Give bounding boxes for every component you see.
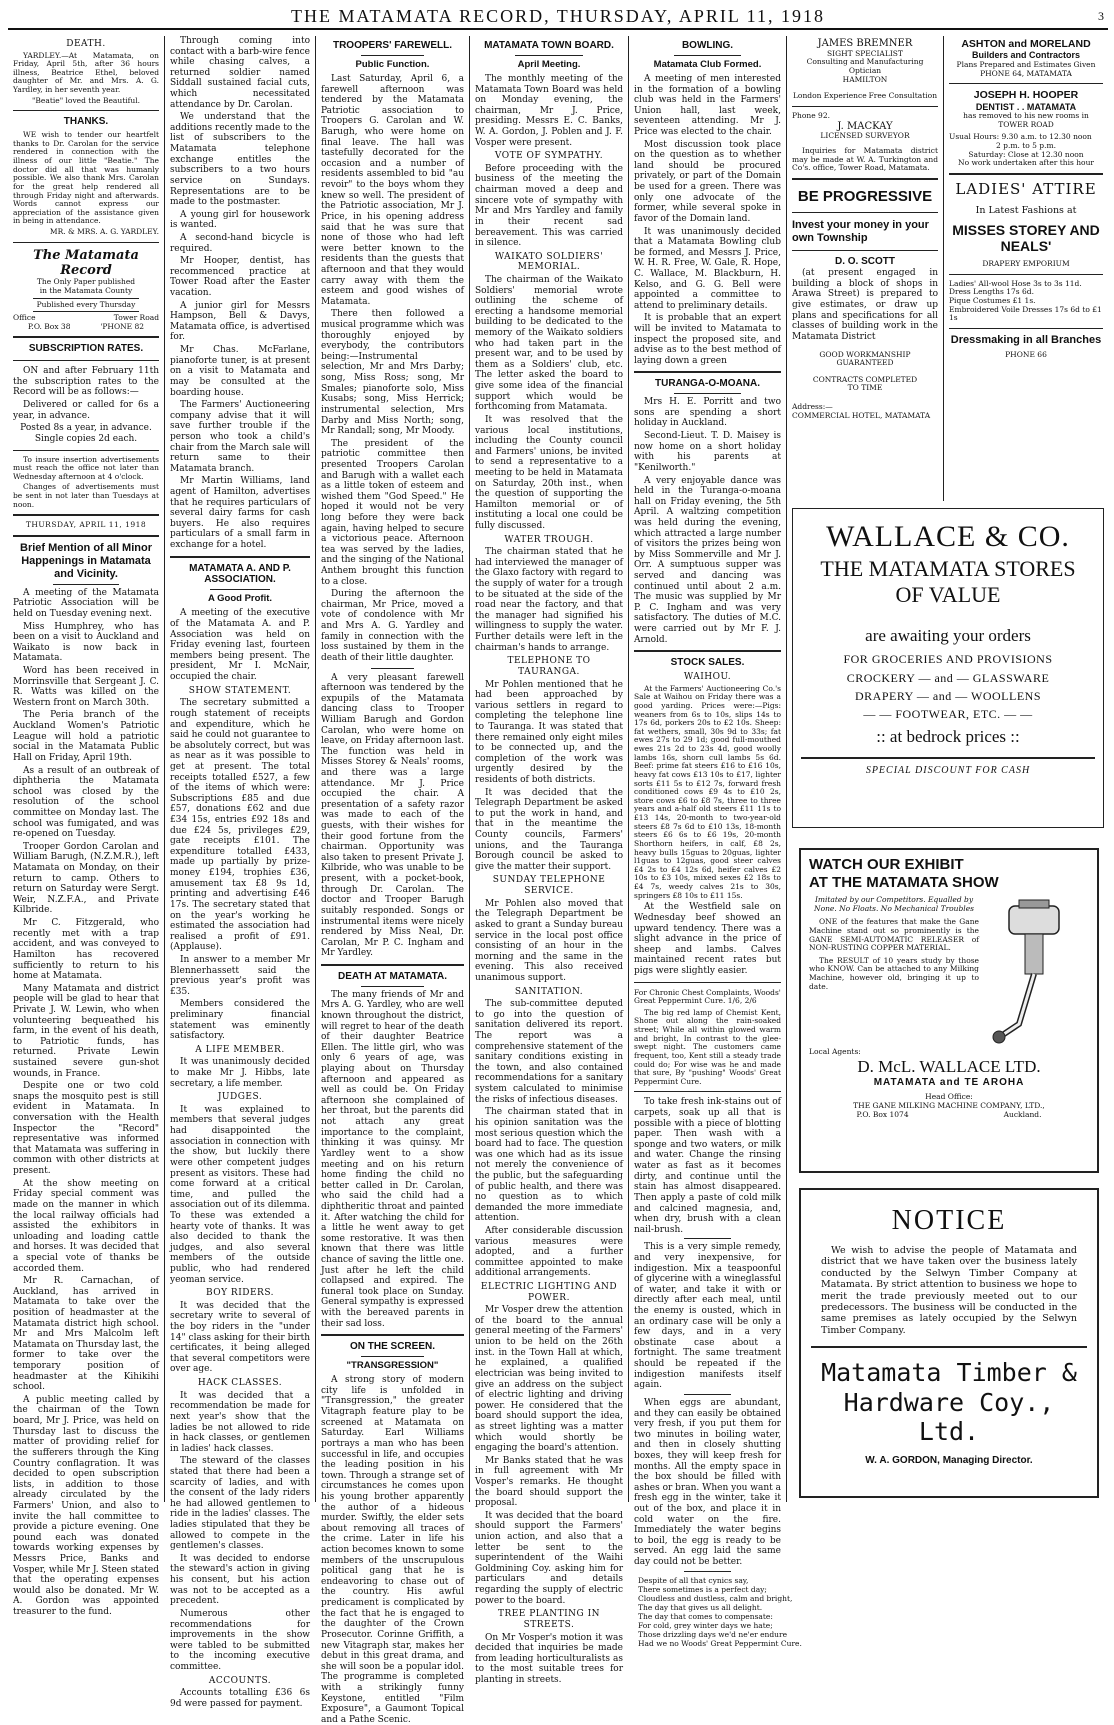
bremner-title: SIGHT SPECIALIST	[827, 48, 903, 58]
section-heading: JUDGES.	[217, 1092, 263, 1103]
hotel-address: COMMERCIAL HOTEL, MATAMATA	[792, 410, 931, 420]
gane-company: THE GANE MILKING MACHINE COMPANY, LTD.,	[853, 1101, 1045, 1111]
brief-item: Mr R. Carnachan, of Auckland, has arrived in Matamata to take over the position of headmaster at the Matamata district high school. Mr and Mrs Malcolm left Matamata on Thursday last, the former to take over the temporary position of headmaster at the Kihikihi school.	[13, 1276, 159, 1393]
ashton-title: Builders and Contractors	[971, 50, 1081, 61]
ap-association-subheading: A Good Profit.	[207, 593, 273, 605]
death-at-matamata-heading: DEATH AT MATAMATA.	[337, 970, 448, 982]
article-paragraph: Second-Lieut. T. D. Maisey is now home on a short holiday with his parents at "Kenilworth."	[634, 431, 781, 473]
turanga-heading: TURANGA-O-MOANA.	[655, 378, 760, 390]
gane-towns: MATAMATA and TE AROHA	[873, 1076, 1025, 1088]
brief-item: Mr Martin Williams, land agent of Hamilton, advertises that he requires particulars of several dairy farms for cash buyers. He also requires particulars of a small farm in exchange for a hotel.	[170, 476, 310, 551]
record-line-3: Published every Thursday	[36, 299, 136, 309]
bremner-desc: Consulting and Manufacturing Optician	[806, 57, 924, 76]
wallace-drapery: DRAPERY — and — WOOLLENS	[855, 688, 1041, 703]
contracts: CONTRACTS COMPLETED	[812, 374, 918, 384]
article-paragraph: It was unanimously decided that a Matamata Bowling club be formed, and Messrs J. Price, W. H. R. Free, W. Gale, R. Hope, C. Wallace, M. Blackburn, H. Kelso, and G. G. Bell were appointed a committee to attend to preliminary details.	[634, 226, 781, 311]
section-heading: SHOW STATEMENT.	[188, 685, 292, 696]
invest-line: Invest your money in your own Township	[792, 218, 929, 244]
subscription-line-1: Delivered or called for 6s a year, in advance.	[13, 400, 159, 421]
brief-item: A second-hand bicycle is required.	[170, 232, 310, 254]
bremner-name: JAMES BREMNER	[817, 38, 913, 49]
on-the-screen-heading: ON THE SCREEN.	[349, 1341, 435, 1353]
brief-item: Miss Humphrey, who has been on a visit to Auckland and Waikato is now back in Matamata.	[13, 621, 159, 664]
ashton-plans: Plans Prepared and Estimates Given	[956, 59, 1096, 69]
guaranteed: GUARANTEED	[836, 358, 894, 368]
price-line: Pique Costumes £1 1s.	[949, 295, 1036, 305]
column-2	[165, 36, 315, 1709]
masthead	[8, 2, 1108, 30]
brief-item: Through coming into contact with a barb-wire fence while chasing calves, a returned soldier named Siddall sustained facial cuts, which necessitated attendance by Dr. Carolan.	[170, 36, 310, 110]
bowling-subheading: Matamata Club Formed.	[653, 58, 762, 70]
section-heading: VOTE OF SYMPATHY.	[494, 151, 604, 162]
phone-66: PHONE 66	[1005, 349, 1047, 359]
brief-item: As a result of an outbreak of diphtheria the Matamata school was closed by the resolution of the school committee on Monday last. The school was fumigated, and was re-opened on Tuesday.	[13, 765, 159, 840]
bremner-city: HAMILTON	[842, 74, 888, 84]
article-paragraph: The many friends of Mr and Mrs A. G. Yardley, who are well known throughout the district, will regret to hear of the death of their daughter Beatrice Ellen. The little girl, who was only 6 years of age, was playing about on Thursday afternoon and appeared as well as could be. On Friday afternoon she complained of her throat, but the parents did not attach any great importance to the complaint, thinking it was quinsy. Mr Yardley went to a show meeting and on his return home finding the child no better called in Dr. Carolan, who said the child had a diphtheritic throat and painted it. After watching the child for a little he went away to get some restorative. It was then known that there was little chance of saving the little one. Just after he left the child collapsed and expired. The funeral took place on Sunday. General sympathy is expressed with the bereaved parents in their sad loss.	[321, 989, 464, 1329]
bremner-row	[792, 92, 938, 101]
scott-text: (at present engaged in building a block of shops in Arawa Street) is prepared to give estimates, or draw up plans and specifications for all classes of building work in the Matamata District	[792, 268, 938, 342]
article-paragraph: It is probable that an expert will be invited to Matamata to inspect the proposed site, and advise as to the best method of laying down a green	[634, 313, 781, 366]
page-number: 3	[1098, 9, 1106, 23]
article-paragraph: Numerous other recommendations for improvements in the show were tabled to be submitted to the incoming executive committee.	[170, 1608, 310, 1672]
poem-line: Despite of all that cynics say,	[638, 1575, 749, 1585]
poem-line: For cold, grey winter days we hate;	[638, 1620, 773, 1630]
record-line-1: The Only Paper published	[36, 277, 136, 287]
brief-item: Mr C. Fitzgerald, who recently met with a trap accident, and was conveyed to Hamilton has recovered sufficiently to return to his home at Matamata.	[13, 918, 159, 982]
gane-head-office: Head Office:	[925, 1092, 973, 1102]
phone-92: Phone 92.	[792, 110, 830, 120]
poem-line: The day that gives us all delight.	[638, 1602, 763, 1612]
article-paragraph: In answer to a member Mr Blennerhassett said the previous year's profit was £35.	[170, 954, 310, 997]
article-paragraph: The chairman stated that in his opinion sanitation was the most serious question which the board had to face. The question was one which had as its issue not merely the convenience of the public, but the safeguarding of public health, and there was no question as to which demanded the more immediate attention.	[475, 1107, 623, 1224]
mackay-title: LICENSED SURVEYOR	[820, 131, 910, 141]
article-paragraph: A meeting of the executive of the Matamata A. and P. Association was held on Friday evening last, fourteen members being present. The president, Mr I. McNair, occupied the chair.	[170, 608, 310, 683]
poem-line: Those drizzling days we'd ne'er endure	[638, 1629, 788, 1639]
on-the-screen-subheading: "TRANSGRESSION"	[346, 1360, 439, 1372]
brief-item: A public meeting called by the chairman of the Town board, Mr J. Price, was held on Thursday last to discuss the matter of providing relief for the sufferers through the King Country conflagration. It was decided to open subscription lists, in addition to those already circulated by the Farmers' Union, and also to invite the hall committee to provide a picture evening. One pound each was donated towards working expenses by Messrs Price, Banks and Vosper, while Mr J. Steen stated that the operating expenses would also be donated. Mr W. A. Gordon was appointed treasurer to the fund.	[13, 1394, 159, 1618]
ladies-sub: In Latest Fashions at	[975, 204, 1077, 216]
wallace-crockery: CROCKERY — and — GLASSWARE	[846, 670, 1050, 685]
good-workmanship: GOOD WORKMANSHIP	[819, 349, 911, 359]
stock-sales-heading: STOCK SALES.	[670, 657, 745, 669]
dressmaking: Dressmaking in all Branches	[950, 333, 1102, 346]
record-office: Office	[13, 313, 36, 323]
record-box-row	[13, 323, 159, 332]
article-paragraph: It was explained to members that several judges had disappointed the association in connection with the show, but luckily there were other competent judges present as visitors. These had come forward at a critical time, and pulled the association out of its dilemma. To these was extended a hearty vote of thanks. It was also decided to thank the judges, and also several members of the outside public, who had rendered yeoman service.	[170, 1104, 310, 1285]
article-paragraph: Mr Pohlen also moved that the Telegraph Department be asked to grant a Sunday bureau service in the local post office consisting of an hour in the morning and the same in the evening. This also received unanimous support.	[475, 898, 623, 983]
wallace-title: WALLACE & CO.	[826, 520, 1070, 553]
article-paragraph: The steward of the classes stated that there had been a scarcity of ladies, and with the consent of the lady riders he had allowed gentlemen to ride in the ladies' classes. The ladies stipulated that they be allowed to compete in the gentlemen's classes.	[170, 1456, 310, 1552]
hooper-sat: Saturday: Close at 12.30 noon	[968, 149, 1084, 159]
address-label: Address:—	[792, 402, 833, 412]
column-5	[629, 36, 802, 1648]
household-tip: When eggs are abundant, and they can easily be obtained very fresh, if you put them for two minutes in boiling water, and then in closely shutting boxes, they will keep fresh for months. All the empty space in the box should be filled with ashes or bran. When you want a fresh egg in the winter, take it out of the box, and place it in cold water on the fire. Immediately the water begins to boil, the egg is ready to be served. An egg laid the same day could not be better.	[634, 1397, 782, 1568]
article-paragraph: Accounts totalling £36 6s 9d were passed for payment.	[170, 1688, 310, 1709]
article-paragraph: The monthly meeting of the Matamata Town Board was held on Monday evening, the chairman, Mr J. Price, presiding. Messrs E. C. Banks, W. A. Gordon, J. Poblen and J. F. Vosper were present.	[475, 74, 623, 148]
gane-head-1: WATCH OUR EXHIBIT	[809, 856, 964, 873]
article-paragraph: The secretary submitted a rough statement of receipts and expenditure, which he said he could not guarantee to be absolutely correct, but was as near as it was possible to get at present. The total receipts totalled £527, a few of the items of which were: Subscriptions £85 and due £57, donations £62 and due £34 15s, entries £92 18s and due £24 5s, privileges £29, gate receipts £101. The expenditure totalled £433, made up partially by prize-money £194, trophies £36, amusement tax £8 9s 1d, printing and advertising £46 17s. The secretary stated that on the year's working he estimated the association had realised a profit of £91. (Applause).	[170, 698, 310, 953]
article-paragraph: On Mr Vosper's motion it was decided that inquiries be made from leading horticulturalists as to the most suitable trees for planting in streets.	[475, 1632, 623, 1685]
scott-name: D. O. SCOTT	[835, 256, 895, 268]
town-board-subheading: April Meeting.	[517, 58, 581, 70]
article-paragraph: It was decided to endorse the steward's action in giving his consent, but his action was not to be accepted as a precedent.	[170, 1553, 310, 1607]
dateline: THURSDAY, APRIL 11, 1918	[25, 520, 147, 530]
troopers-farewell-heading: TROOPERS' FAREWELL.	[332, 40, 453, 51]
insertion-text: To insure insertion advertisements must reach the office not later than Wednesday afternoon at 4 o'clock.	[13, 454, 159, 481]
brief-item: Trooper Gordon Carolan and William Barugh, (N.Z.M.R.), left Matamata on Monday, on their return to camp. Others to return on Saturday were Sergt. Weir, N.Z.F.A., and Private Kilbride.	[13, 841, 159, 916]
brief-item: Mr Chas. McFarlane, pianoforte tuner, is at present on a visit to Matamata and may be consulted at the boarding house.	[170, 345, 310, 398]
cure-advert-text: The big red lamp of Chemist Kent, Shone out along the rain-soaked street; While all within glowed warm and bright, In contrast to the glee-swept night. The customers came frequent, too, Kent still a steady trade could do; For wise was he and made that sure, By "pushing" Woods' Great Peppermint Cure.	[634, 1007, 781, 1086]
gane-local-label: Local Agents:	[809, 1047, 861, 1056]
masthead-title: THE MATAMATA RECORD, THURSDAY, APRIL 11, 1918	[290, 6, 825, 26]
bremner-consult: Free Consultation	[868, 91, 938, 101]
town-board-heading: MATAMATA TOWN BOARD.	[484, 40, 614, 51]
article-paragraph: The sub-committee deputed to go into the question of sanitation delivered its report. The report was a comprehensive statement of the sanitary conditions existing in the town, and also contained recommendations for a sanitary system calculated to minimise the risks of infectious diseases.	[475, 999, 623, 1105]
brief-item: The Peria branch of the Auckland Women's Patriotic League will hold a patriotic social in the Matamata Public Hall on Friday, April 19th.	[13, 710, 159, 763]
subscription-line-2: Posted 8s a year, in advance.	[20, 423, 152, 434]
article-paragraph: Mr Pohlen mentioned that he had been approached by various settlers in regard to completing the telephone line to Tauranga. It was stated that there remained only eight miles to be connected up, and the completion of the work was urgently desired by the residents of both districts.	[475, 679, 623, 785]
article-paragraph: It was decided that the Telegraph Department be asked to put the work in hand, and that in the meantime the County councils, Farmers' unions, and the Tauranga Borough council be asked to give the matter their support.	[475, 787, 623, 872]
column-4	[470, 36, 628, 1685]
brief-item: Many Matamata and district people will be glad to hear that Private J. W. Lewin, who when volunteering bequeathed his farm, in the event of his death, to Patriotic funds, has returned. Private Lewin sustained severe gun-shot wounds, in France.	[13, 983, 159, 1079]
record-road: Tower Road	[113, 313, 159, 323]
death-notice-quote: "Beatie" loved the Beautiful.	[31, 95, 141, 105]
wallace-groceries: FOR GROCERIES AND PROVISIONS	[843, 652, 1053, 667]
mackay-name: J. MACKAY	[837, 120, 893, 132]
section-heading: WATER TROUGH.	[504, 534, 594, 545]
hooper-hours: Usual Hours: 9.30 a.m. to 12.30 noon	[949, 132, 1092, 142]
hooper-text: has removed to his new rooms in	[963, 111, 1089, 121]
mackay-text: Inquiries for Matamata district may be made at W. A. Turkington and Co's. office, Tower Road, Matamata.	[792, 145, 938, 173]
record-box: P.O. Box 38	[27, 321, 71, 331]
section-heading: TREE PLANTING IN STREETS.	[497, 1609, 601, 1630]
price-line: Ladies' All-wool Hose 3s to 3s 11d.	[949, 278, 1082, 288]
gane-text-2: The RESULT of 10 years study by those who KNOW. Can be attached to any Milking Machine, however old, bringing it up to date.	[809, 955, 979, 991]
wallace-bedrock: :: at bedrock prices ::	[876, 726, 1020, 746]
article-paragraph: Mr Banks stated that he was in full agreement with Mr Vosper's remarks. He thought the board should support the proposal.	[475, 1455, 623, 1509]
thanks-signature: MR. & MRS. A. G. YARDLEY.	[49, 227, 159, 237]
gane-city: Auckland.	[1003, 1109, 1042, 1119]
notice-text: We wish to advise the people of Matamata and district that we have taken over the business lately conducted by the Selwyn Timber Company at Matamata. By strict attention to business we hope to merit the trade previously meeted out to our predecessors. The business will be conducted in the same premises as lately occupied by the Selwyn Timber Company.	[821, 1245, 1077, 1336]
price-line: Embroidered Voile Dresses 17s 6d to £1 1s	[949, 304, 1102, 323]
death-notice-heading: DEATH.	[66, 39, 106, 49]
wallace-footwear: — — FOOTWEAR, ETC. — —	[863, 706, 1033, 721]
article-paragraph: Members considered the preliminary financial statement was eminently satisfactory.	[170, 999, 310, 1042]
subscription-text: ON and after February 11th the subscription rates to the Record will be as follows:—	[13, 366, 159, 398]
brief-item: Despite one or two cold snaps the mosquito pest is still evident in Matamata. In conversation with the Health Inspector the "Record" representative was informed that Matamata was suffering in common with other districts at present.	[13, 1081, 159, 1177]
section-heading: SANITATION.	[514, 986, 584, 997]
misses-storey-neals: MISSES STOREY AND NEALS'	[952, 221, 1100, 254]
to-time: TO TIME	[847, 383, 883, 393]
column-1	[8, 36, 164, 1618]
article-paragraph: Most discussion took place on the question as to whether land should be procured privately, or part of the Domain be used for a green. There was only one advocate of the former, while several spoke in favor of the Domain land.	[634, 139, 781, 224]
thanks-heading: THANKS.	[63, 116, 109, 128]
drapery-emporium: DRAPERY EMPORIUM	[982, 259, 1070, 269]
gane-ad	[799, 848, 1099, 1173]
brief-item: Mr Hooper, dentist, has recommenced practice at Tower Road after the Easter vacation.	[170, 256, 310, 299]
changes-text: Changes of advertisements must be sent in not later than Tuesdays at noon.	[13, 482, 159, 509]
wallace-discount: SPECIAL DISCOUNT FOR CASH	[865, 765, 1031, 777]
article-paragraph: It was unanimously decided to make Mr J. Hibbs, late secretary, a life member.	[170, 1057, 310, 1089]
section-heading: WAIKATO SOLDIERS' MEMORIAL.	[494, 251, 604, 273]
article-paragraph: A meeting of men interested in the formation of a bowling club was held in the Farmers' Union hall, last week, seventeen attending. Mr J. Price was elected to the chair.	[634, 74, 781, 138]
notice-title: NOTICE	[891, 1205, 1007, 1236]
subscription-line-3: Single copies 2d each.	[34, 433, 138, 444]
section-heading: TELEPHONE TO TAURANGA.	[507, 656, 591, 677]
notice-ad	[799, 1188, 1099, 1498]
article-paragraph: At the Westfield sale on Wednesday beef showed an upward tendency. There was a slight advance in the price of sheep and lambs. Calves maintained recent rates but pigs were slightly easier.	[634, 902, 781, 976]
gane-agent: D. McL. WALLACE LTD.	[857, 1056, 1041, 1076]
record-line-2: in the Matamata County	[39, 285, 133, 295]
wallace-line-2: OF VALUE	[895, 582, 1001, 608]
troopers-farewell-subheading: Public Function.	[355, 58, 430, 70]
wallace-ad	[792, 508, 1104, 828]
brief-item: We understand that the additions recently made to the list of subscribers to the Matamata telephone exchange entitles the subscribers to a two hours service on Sundays. Representations are to be made to the postmaster.	[170, 112, 310, 208]
ashton-phone: PHONE 64, MATAMATA	[980, 68, 1072, 78]
notice-company-1: Matamata Timber &	[821, 1358, 1077, 1388]
article-paragraph: After considerable discussion various measures were adopted, and a further committee appointed to make additional arrangements.	[475, 1225, 623, 1279]
article-paragraph: During the afternoon the chairman, Mr Price, moved a vote of condolence with Mr and Mrs A. G. Yardley and family in connection with the loss sustained by them in the death of their little daughter.	[321, 589, 464, 663]
cure-advert-line: For Chronic Chest Complaints, Woods' Great Peppermint Cure. 1/6, 2/6	[634, 987, 781, 1006]
brief-item: Word has been received in Morrinsville that Sergeant J. C. R. Watts was killed on the Western front on March 30th.	[13, 666, 159, 708]
subscription-heading: SUBSCRIPTION RATES.	[28, 343, 144, 355]
hooper-title: DENTIST . . MATAMATA	[975, 101, 1077, 112]
gane-imitated: Imitated by our Competitors. Equalled by None. No Floats. No Mechanical Troubles	[814, 895, 974, 913]
article-paragraph: It was decided that the board should support the Farmers' union action, and also that a letter be sent to the superintendent of the Waihi Goldmining Coy. asking him for particulars and details regarding the supply of electric power to the board.	[475, 1510, 623, 1606]
ap-association-heading: MATAMATA A. AND P. ASSOCIATION.	[189, 562, 291, 586]
household-tip: To take fresh ink-stains out of carpets, soak up all that is possible with a piece of blotting paper. Then wash with a sponge and two waters, or milk and water. Change the rinsing water as fast as it becomes dirty, and continue until the stain has almost disappeared. Then apply a paste of cold milk and calcined magnesia, and, when dry, brush with a clean nail-brush.	[634, 1097, 781, 1235]
stock-prices: At the Farmers' Auctioneering Co.'s Sale at Waihou on Friday there was a good yarding. Prices were:—Pigs: weaners from 6s to 10s, slips 14s to 17s 6d, porkers 20s to £2 10s. Sheep: fat wethers, small, 30s 9d to 33s; fat ewes 27s to 29 1d; good full-mouthed ewes 21s 2d to 23s 4d, good woolly lambs 16s, shorn cull lambs 5s 6d. Beef: prime fat steers £16 to £16 10s, heavy fat cows £13 10s to £17, lighter sorts £11 5s to £12 7s, forward fresh conditioned cows £9 4s to £10 2s, store cows £6 to £8 7s, three to three years and a-half old steers £11 11s to £13 14s, 20-month to two-year-old steers £8 7s 6d to £10 13s, 18-month steers £6 6s to £6 19s, 20-month Shorthorn heifers, in calf, £8 2s, heavy bulls 15guas to 20guas, lighter l1guas to 12guas, good steer calves £4 2s to £4 12s 6d, heifer calves £2 10s to £3 10s, mixed sexes £2 18s to £4 7s, weedy calves 21s to 30s, springers £8 10s to £11 15s.	[634, 683, 781, 900]
article-paragraph: Mr Vosper drew the attention of the board to the annual general meeting of the Farmers' union to be held on the 26th inst. in the Town Hall at which, he explained, a qualified electrician was being invited to give an address on the subject of electric lighting and driving power. He considered that the board should support the idea, as street lighting was a matter which would shortly be engaging the board's attention.	[475, 1305, 623, 1454]
peppermint-poem	[638, 1575, 802, 1648]
brief-heading: Brief Mention of all Minor Happenings in Matamata and Vicinity.	[20, 541, 152, 580]
article-paragraph: Mrs H. E. Porritt and two sons are spending a short holiday in Auckland.	[634, 397, 781, 429]
price-line: Dress Lengths 17s 6d.	[949, 287, 1034, 297]
poem-line: Had we no Woods' Great Peppermint Cure.	[638, 1638, 802, 1648]
household-tip: This is a very simple remedy, and very inexpensive, for indigestion. Mix a teaspoonful of glycerine with a wineglassful of water, and take it with or directly after each meal, until the enemy is ousted, which in an ordinary case will be only a few days, and in a very obstinate case about a fortnight. The same treatment should be repeated if the indigestion manifests itself again.	[634, 1242, 781, 1391]
gane-head-2: AT THE MATAMATA SHOW	[809, 874, 999, 891]
brief-item: A junior girl for Messrs Hampson, Bell & Davys, Matamata office, is advertised for.	[170, 300, 310, 343]
wallace-await: are awaiting your orders	[865, 626, 1031, 646]
bremner-exp: London Experience	[792, 91, 867, 101]
brief-item: At the show meeting on Friday special comment was made on the manner in which the local railway officials had assisted the exhibitors in unloading and loading cattle and horses. It was decided that a special vote of thanks be accorded them.	[13, 1178, 159, 1274]
article-paragraph: It was decided that a recommendation be made for next year's show that the ladies be not allowed to ride in hack classes, or gentlemen in ladies' hack classes.	[170, 1390, 310, 1454]
article-paragraph: Last Saturday, April 6, a farewell afternoon was tendered by the Matamata Patriotic association to Troopers G. Carolan and W. Barugh, who were home on final leave. The hall was tastefully decorated for the occasion and a number of residents assembled to bid "au revoir" to the boys whom they knew so well. The president of the Patriotic association, Mr J. Price, in his opening address said that he was sure that none of those who had left were better known to the residents than the guests that afternoon and that they would carry away with them the esteem and good wishes of Matamata.	[321, 74, 464, 307]
article-paragraph: The chairman of the Waikato Soldiers' memorial wrote outlining the scheme of erecting a handsome memorial building to be dedicated to the memory of the Waikato soldiers who had taken part in the present war, and to be used by them as a Soldiers' club, etc. The letter asked the board to give some idea of the financial support which would be forthcoming from Matamata.	[475, 274, 623, 413]
gane-address-row	[809, 1111, 1089, 1120]
bowling-heading: BOWLING.	[681, 40, 734, 51]
article-paragraph: A very enjoyable dance was held in the Turanga-o-moana hall on Friday evening, the 5th April. A waltzing competition was held during the evening, which attracted a large number of visitors the prizes being won by Miss Sommerville and Mr J. Orr. A sumptuous supper was served and dancing was continued until about 2 a.m. The music was supplied by Mr P. C. Ingham and was very satisfactory. The duties of M.C. were carried out by Mr F. J. Arnold.	[634, 475, 781, 645]
milking-machine-illustration	[979, 896, 1089, 1046]
section-heading: ELECTRIC LIGHTING AND POWER.	[480, 1282, 618, 1303]
notice-director: W. A. GORDON, Managing Director.	[865, 1454, 1033, 1466]
hooper-pm: 2 p.m. to 5 p.m.	[996, 141, 1056, 151]
be-progressive: BE PROGRESSIVE	[797, 187, 933, 205]
record-phone: 'PHONE 82	[100, 321, 145, 331]
gane-box: P.O. Box 1074	[856, 1109, 909, 1119]
poem-line: The day that comes to compensate:	[638, 1611, 773, 1621]
section-heading: WAIHOU.	[683, 672, 732, 683]
article-paragraph: Before proceeding with the business of the meeting the chairman moved a deep and sincere vote of sympathy with Mr and Mrs Yardley and family in their recent sad bereavement. This was carried in silence.	[475, 163, 623, 249]
article-paragraph: There then followed a musical programme which was thoroughly enjoyed by everybody, the contributors being:—Instrumental selection, Mr and Mrs Darby; song, Miss Ross; song, Mr Smales; pianoforte solo, Miss Kusabs; song, Miss Herrick; instrumental selection, Mrs Darby and Miss North; song, Mr Randall; song, Mr Moody.	[321, 309, 464, 437]
wallace-line-1: THE MATAMATA STORES	[820, 556, 1076, 582]
ashton-name: ASHTON and MORELAND	[961, 38, 1091, 50]
section-heading: SUNDAY TELEPHONE SERVICE.	[492, 875, 606, 897]
poem-line: There sometimes is a perfect day;	[638, 1584, 767, 1594]
death-notice-text: YARDLEY.—At Matamata, on Friday, April 5th, after 36 hours illness, Beatrice Ethel, beloved daughter of Mr. and Mrs. A. G. Yardley, in her seventh year.	[13, 50, 159, 95]
column-3	[316, 36, 469, 1725]
article-paragraph: A strong story of modern city life is unfolded in "Transgression," the greater Vitagraph feature play to be screened at Matamata on Saturday. Earl Williams portrays a man who has been successful in life, and occupies the leading position in his town. Through a strange set of circumstances he comes upon his young brother apparently the author of a hideous murder. Swiftly, the elder sets about removing all traces of the crime. Later in life his action becomes known to some members of the unscrupulous political gang that he is endeavoring to chase out of the country. His awful predicament is complicated by the fact that he is engaged to the daughter of the Crown Prosecutor. Corinne Griffith, a new Vitagraph star, makes her debut in this great drama, and she will soon be a popular idol. The programme is completed with a strikingly funny Keystone, entitled "Film Exposure", a Gaumont Topical and a Pathe Scenic.	[321, 1375, 464, 1725]
brief-item: The Farmers' Auctioneering company advise that it will save further trouble if the person who took a child's chair from the March sale will return same to their Matamata branch.	[170, 400, 310, 474]
section-heading: A LIFE MEMBER.	[195, 1044, 285, 1055]
record-title: The Matamata Record	[33, 247, 139, 278]
thanks-text: WE wish to tender our heartfelt thanks to Dr. Carolan for the service rendered in connection with the illness of our little "Beatie." The doctor did all that was humanly possible. We also thank Mrs. Carolan for the great help rendered all through Friday night and afterwards. Words cannot express our appreciation of the assistance given in being in attendance.	[13, 130, 159, 226]
section-heading: ACCOUNTS.	[208, 1675, 272, 1686]
article-paragraph: The president of the patriotic committee then presented Troopers Carolan and Barugh with a wallet each as a little token of esteem and wished them "God Speed." He hoped it would not be very long before they were back again, having helped to secure a victorious peace. Afternoon tea was served by the ladies, and the singing of the National Anthem brought this function to a close.	[321, 438, 464, 587]
notice-company-2: Hardware Coy., Ltd.	[843, 1387, 1055, 1447]
hooper-road: TOWER ROAD	[998, 119, 1054, 129]
ladies-attire-heading: LADIES' ATTIRE	[955, 179, 1097, 198]
brief-item: A meeting of the Matamata Patriotic Association will be held on Tuesday evening next.	[13, 587, 159, 619]
section-heading: BOY RIDERS.	[205, 1288, 275, 1299]
section-heading: HACK CLASSES.	[197, 1378, 283, 1389]
brief-item: A young girl for housework is wanted.	[170, 209, 310, 231]
poem-line: Cloudless and dustless, calm and bright,	[638, 1593, 793, 1603]
article-paragraph: It was resolved that the various local institutions, including the County council and Farmers' unions, be invited to send a representative to a meeting to be held in Matamata on Saturday, 20th inst., when the question of supporting the Hamilton memorial or of instituting a local one could be fully discussed.	[475, 414, 623, 531]
article-paragraph: It was decided that the secretary write to several of the boy riders in the "under 14" class asking for their birth certificates, it being alleged that several competitors were over age.	[170, 1300, 310, 1375]
article-paragraph: The chairman stated that he had interviewed the manager of the Glaxo factory with regard to the supply of water for a trough to be situated at the side of the road near the factory, and that the manager had signified his willingness to supply the water. Further details were left in the chairman's hands to arrange.	[475, 547, 623, 653]
hooper-note: No work undertaken after this hour	[958, 158, 1094, 168]
gane-text-1: ONE of the features that make the Gane Machine stand out so prominently is the GANE SEMI-AUTOMATIC RELEASER of NON-RUSTING COPPER MATERIAL.	[809, 917, 979, 953]
column-7-ads	[944, 36, 1108, 501]
column-6-ads	[787, 36, 943, 501]
article-paragraph: A very pleasant farewell afternoon was tendered by the expupils of the Matamata dancing class to Trooper William Barugh and Gordon Carolan, who were home on leave, on Friday afternoon last. The function was held in Misses Storey & Neals' rooms, and there was a large attendance. Mr J. Price occupied the chair. A presentation of a safety razor was made to each of the guests, with their wishes for their good fortune from the chairman. Opportunity was also taken to present Private J. Kilbride, who was unable to be present, with a pocket-book, through Dr. Carolan. The doctor and Trooper Barugh suitably responded. Songs or instrumental items were nicely rendered by Miss Neal, Dr. Carolan, Mr P. C. Ingham and Mr Yardley.	[321, 672, 464, 959]
hooper-name: JOSEPH H. HOOPER	[973, 89, 1079, 102]
